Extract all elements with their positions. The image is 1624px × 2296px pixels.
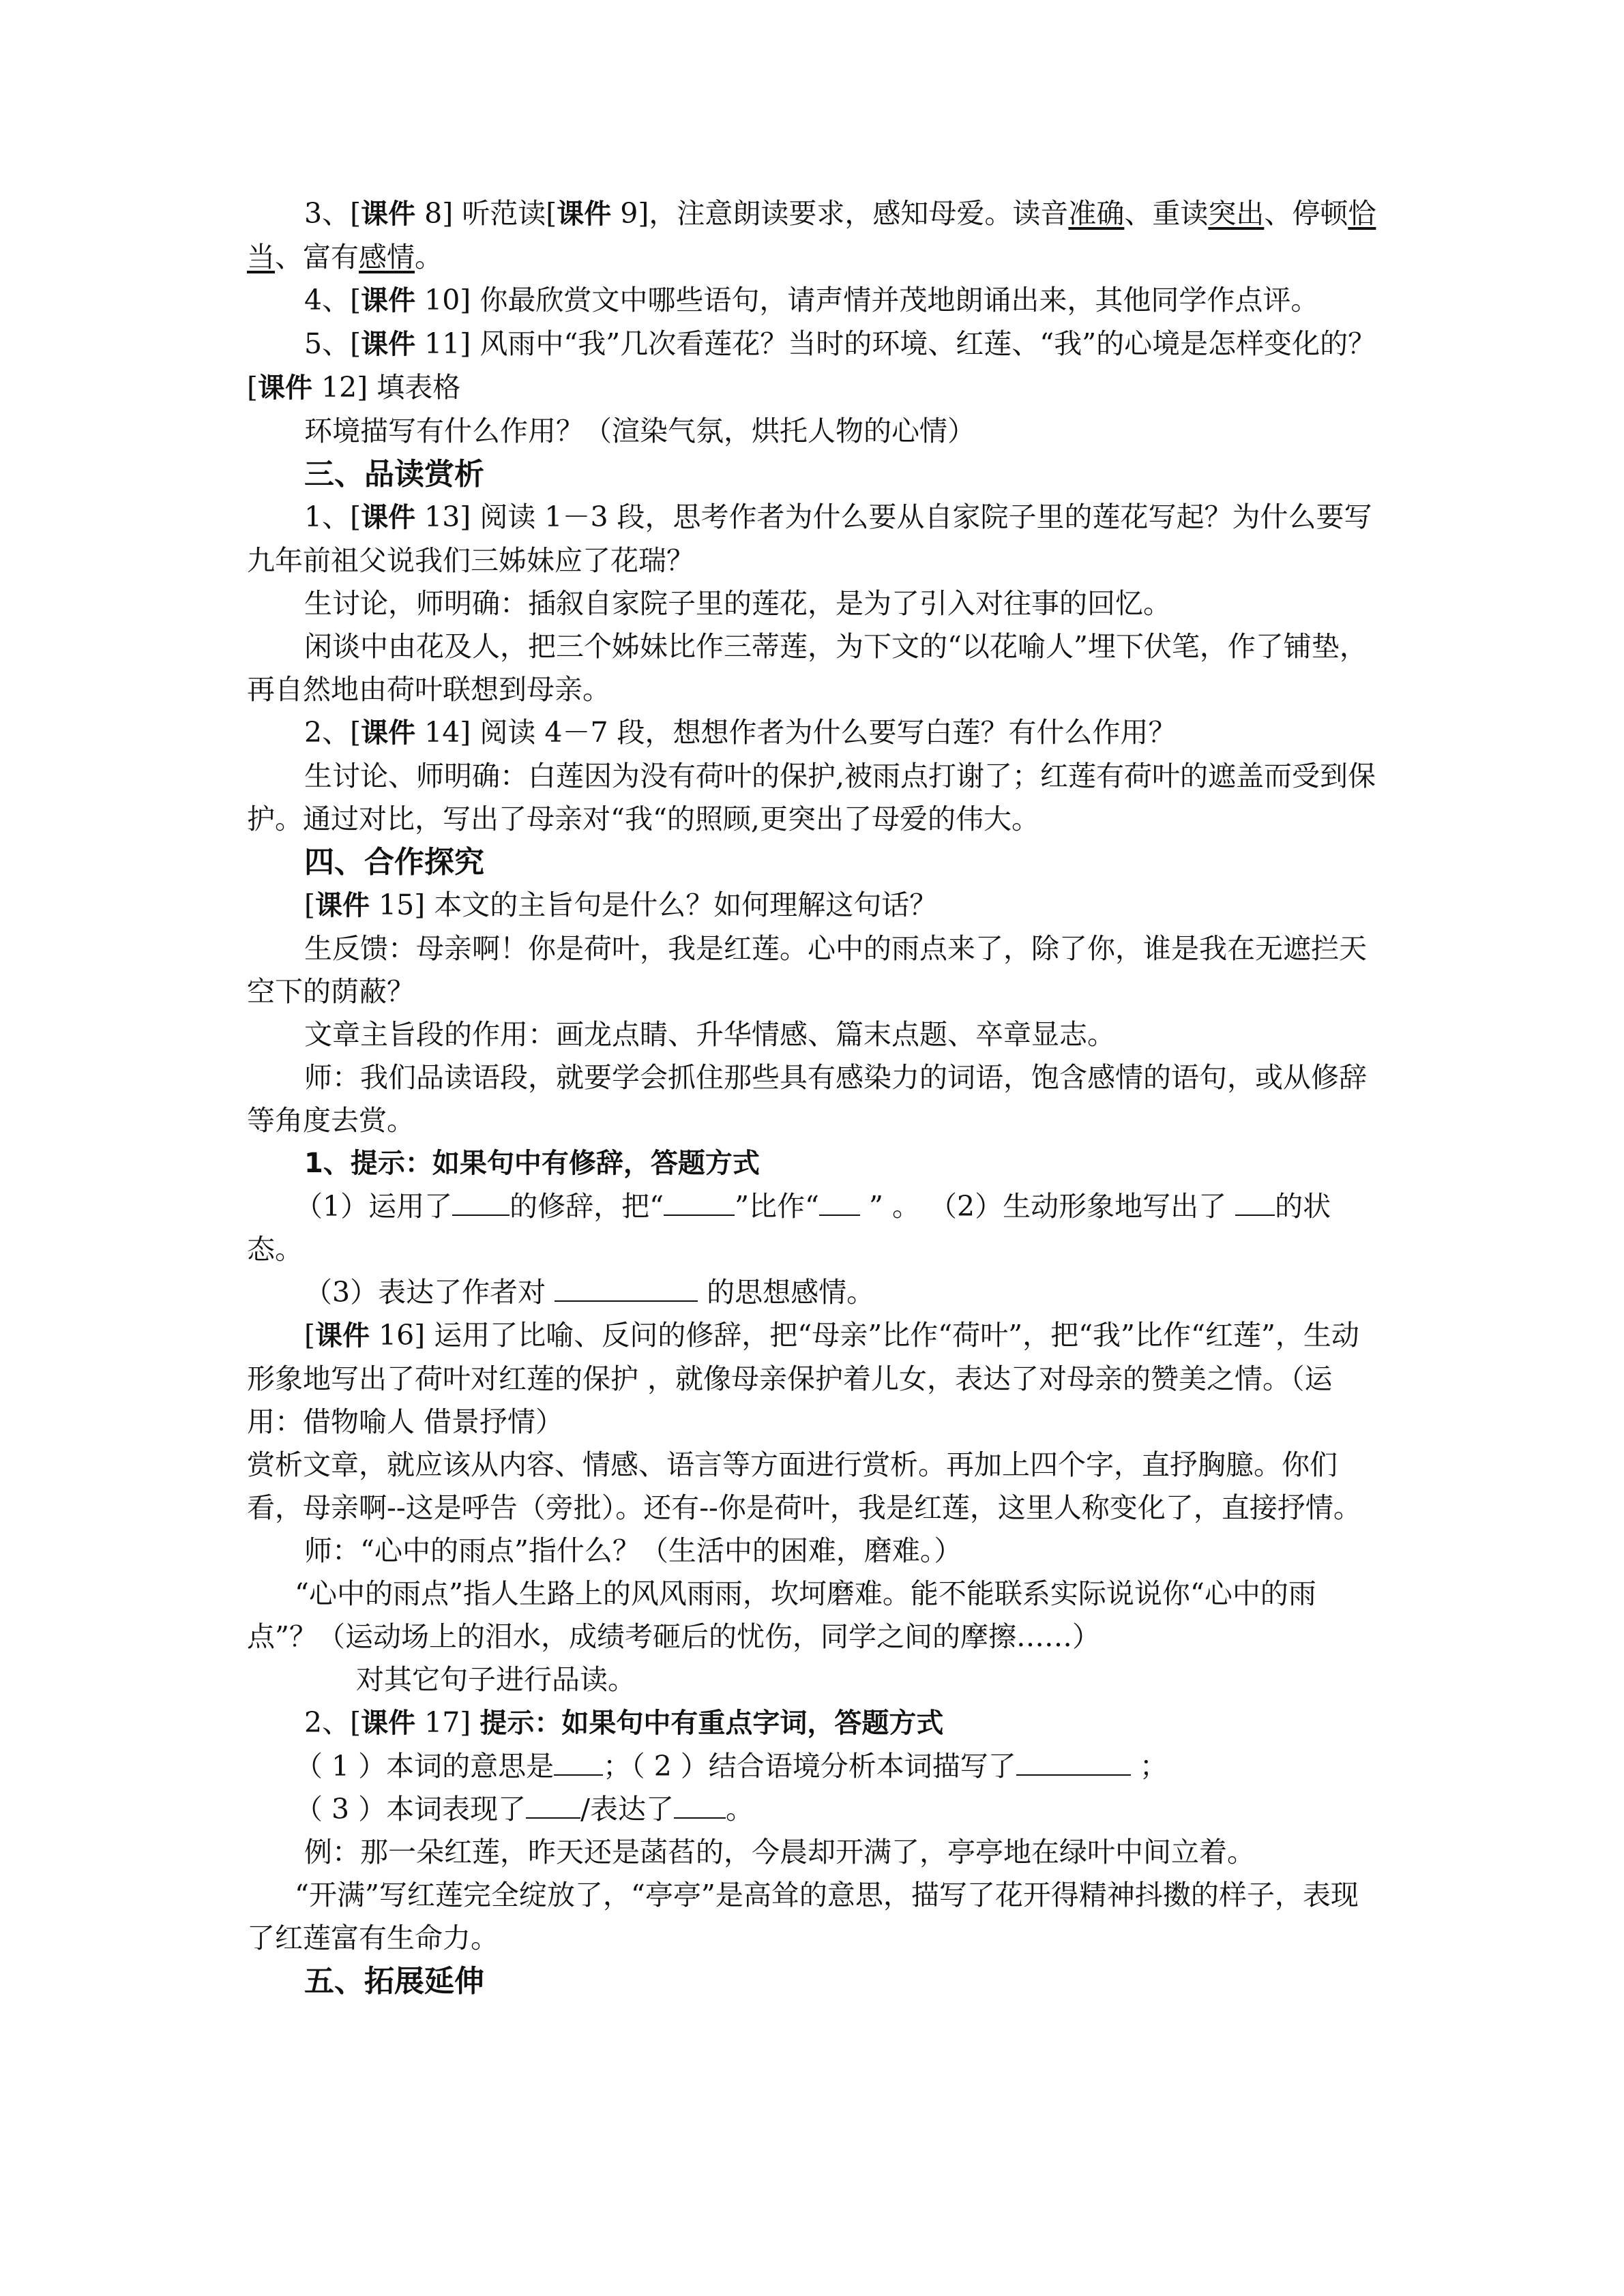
- text: 15] 本文的主旨句是什么？如何理解这句话？: [370, 889, 938, 921]
- text: （ 1 ）本词的意思是: [295, 1750, 555, 1783]
- item-4: [247, 279, 1386, 323]
- s3-question-1: [247, 496, 1386, 582]
- text: 。: [725, 1793, 754, 1825]
- text: 10] 你最欣赏文中哪些语句，请声情并茂地朗诵出来，其他同学作点评。: [415, 284, 1319, 316]
- text: 8] 听范读[: [415, 197, 557, 230]
- kejian-label: 课件: [361, 198, 416, 230]
- text: /表达了: [580, 1793, 674, 1825]
- formula-1: [247, 1185, 1386, 1271]
- section-3-title: 三、品读赏析: [304, 457, 484, 492]
- s3-answer-1: 生讨论，师明确：插叙自家院子里的莲花，是为了引入对往事的回忆。: [304, 587, 1171, 620]
- s4-role: 文章主旨段的作用：画龙点睛、升华情感、篇末点题、卒章显志。: [304, 1018, 1115, 1051]
- text: ” 。 （2）生动形象地写出了: [859, 1190, 1236, 1223]
- underlined-word: 突出: [1208, 197, 1265, 230]
- text: 。: [415, 241, 443, 273]
- text: [: [304, 1319, 315, 1352]
- text: （1）运用了: [295, 1190, 453, 1223]
- kejian-label: 课件: [315, 890, 370, 921]
- rain-explanation: “心中的雨点”指人生路上的风风雨雨，坎坷磨难。能不能联系实际说说你“心中的雨点”？（运动场上的泪水，成绩考砸后的忧伤，同学之间的摩擦……）: [247, 1577, 1316, 1653]
- section-4-title: 四、合作探究: [304, 845, 484, 880]
- blank: [1235, 1191, 1275, 1216]
- text: ”比作“: [735, 1190, 819, 1223]
- other-sentences: 对其它句子进行品读。: [356, 1663, 636, 1696]
- underlined-word: 准确: [1068, 197, 1125, 230]
- s3-answer-1b: 闲谈中由花及人，把三个姊妹比作三蒂莲，为下文的“以花喻人”埋下伏笔，作了铺垫，再自然地由荷叶联想到母亲。: [247, 630, 1368, 706]
- kejian-label: 课件: [361, 717, 416, 749]
- text: ；（ 2 ）结合语境分析本词描写了: [603, 1750, 1016, 1783]
- text: 的修辞，把“: [510, 1190, 664, 1223]
- blank: [819, 1191, 860, 1216]
- blank: [664, 1191, 735, 1216]
- text: 9]，注意朗读要求，感知母爱。读音: [611, 197, 1069, 230]
- formula-2: [247, 1271, 1386, 1314]
- text: 11] 风雨中“我”几次看莲花？当时的环境、红莲、“我”的心境是怎样变化的？[: [247, 327, 1376, 404]
- kejian-16: [247, 1314, 1386, 1444]
- underlined-word: 感情: [359, 241, 415, 273]
- underlined-word: 恰当: [247, 197, 1376, 273]
- s4-teacher: 师：我们品读语段，就要学会抓住那些具有感染力的词语，饱含感情的语句，或从修辞等角度去赏。: [247, 1061, 1367, 1137]
- kejian-label: 课件: [315, 1320, 370, 1352]
- kejian-label: 课件: [258, 372, 312, 404]
- blank: [452, 1191, 510, 1216]
- text: （3）表达了作者对: [304, 1276, 555, 1309]
- text: [: [304, 889, 315, 921]
- blank: [555, 1277, 698, 1302]
- blank: [1016, 1751, 1131, 1776]
- text: 5、[: [304, 327, 361, 360]
- env-question: 环境描写有什么作用？（渲染气氛，烘托人物的心情）: [304, 415, 975, 447]
- section-5-title: 五、拓展延伸: [304, 1964, 484, 1999]
- item-3: [247, 192, 1386, 279]
- s3-answer-2: 生讨论、师明确：白莲因为没有荷叶的保护,被雨点打谢了；红莲有荷叶的遮盖而受到保护。通过对比，写出了母亲对“我“的照顾,更突出了母爱的伟大。: [247, 760, 1376, 835]
- item-5: [247, 323, 1386, 410]
- text: 1、[: [304, 501, 361, 533]
- kejian-label: 课件: [557, 198, 612, 230]
- formula-4: [247, 1788, 1386, 1831]
- question-rain: 师：“心中的雨点”指什么？（生活中的困难，磨难。）: [304, 1534, 962, 1567]
- blank: [526, 1794, 580, 1819]
- text: 、重读: [1124, 197, 1209, 230]
- text: 的状态。: [247, 1190, 1331, 1266]
- tip-1: 1、提示：如果句中有修辞，答题方式: [304, 1148, 760, 1179]
- text: 12] 填表格: [312, 371, 461, 404]
- blank: [674, 1794, 726, 1819]
- text: （ 3 ）本词表现了: [295, 1793, 527, 1825]
- kejian-label: 课件: [361, 502, 416, 533]
- text: 16] 运用了比喻、反问的修辞，把“母亲”比作“荷叶”，把“我”比作“红莲”，生动形象地写出了荷叶对红莲的保护 ，就像母亲保护着儿女，表达了对母亲的赞美之情。（运用：借物喻人 借景抒情）: [247, 1319, 1359, 1438]
- text: ；: [1130, 1750, 1168, 1783]
- s3-question-2: [247, 711, 1386, 755]
- text: 3、[: [304, 197, 361, 230]
- text: 的思想感情。: [698, 1276, 875, 1309]
- text: 4、[: [304, 284, 361, 316]
- kejian-label: 课件: [361, 285, 416, 316]
- s4-feedback: 生反馈：母亲啊！你是荷叶，我是红莲。心中的雨点来了，除了你，谁是我在无遮拦天空下的荫蔽？: [247, 932, 1367, 1008]
- formula-3: [247, 1745, 1386, 1788]
- example-explanation: “开满”写红莲完全绽放了，“亭亭”是高耸的意思，描写了花开得精神抖擞的样子，表现了红莲富有生命力。: [247, 1879, 1359, 1954]
- document-page: [247, 192, 1386, 2003]
- tip-2: [247, 1701, 1386, 1745]
- kejian-label: 课件: [361, 329, 416, 360]
- tip-text: 提示：如果句中有重点字词，答题方式: [479, 1708, 944, 1739]
- example: 例：那一朵红莲，昨天还是菡萏的，今晨却开满了，亭亭地在绿叶中间立着。: [304, 1836, 1255, 1868]
- text: 2、[: [304, 716, 361, 749]
- text: 2、[: [304, 1706, 361, 1739]
- text: 13] 阅读 1－3 段，思考作者为什么要从自家院子里的莲花写起？为什么要写九年前祖父说我们三姊妹应了花瑞？: [247, 501, 1372, 577]
- text: 、富有: [275, 241, 359, 273]
- text: 、停顿: [1264, 197, 1348, 230]
- text: 17]: [415, 1706, 480, 1739]
- s4-question: [247, 884, 1386, 927]
- text: 14] 阅读 4－7 段，想想作者为什么要写白莲？有什么作用？: [415, 716, 1177, 749]
- blank: [554, 1751, 603, 1776]
- kejian-label: 课件: [361, 1708, 416, 1739]
- analysis: 赏析文章，就应该从内容、情感、语言等方面进行赏析。再加上四个字，直抒胸臆。你们看，母亲啊--这是呼告（旁批）。还有--你是荷叶，我是红莲，这里人称变化了，直接抒情。: [247, 1448, 1361, 1524]
